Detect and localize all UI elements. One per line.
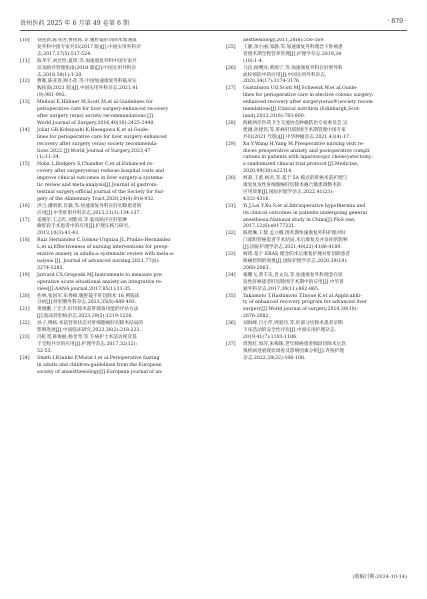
reference-line: 志,2018,38(1):1-20. xyxy=(37,72,83,78)
reference-number: [33] xyxy=(226,252,236,258)
reference-entry xyxy=(226,252,406,273)
reference-line: 3274-3285. xyxy=(37,265,64,271)
reference-entry xyxy=(226,231,406,252)
reference-entry xyxy=(226,45,406,66)
reference-line: 惧疾病进展现状调查及影响因素分析[J].齐鲁护理 xyxy=(243,348,344,354)
reference-line: 2676-2682. xyxy=(243,314,270,320)
reference-number: [14] xyxy=(20,127,30,133)
reference-line: after surgery (eras) society recommendations [J]. xyxy=(37,113,155,119)
reference-column-left xyxy=(20,38,200,578)
reference-line: 于全程共享的应用[J].护理学杂志,2017,32(12): xyxy=(37,341,138,347)
running-header xyxy=(20,18,407,30)
reference-number: [29] xyxy=(226,141,236,147)
reference-line: 王静,余小丽,邹静,等.加速康复外科理念下肝癌患 xyxy=(243,44,343,50)
reference-number: [23] xyxy=(20,334,30,340)
reference-line: [J].国际护理学杂志,2021,40(22):4186-4189. xyxy=(243,245,342,251)
reference-line: testinal surgery:official journal of the Society for Sur- xyxy=(37,189,165,195)
reference-line: perioperative care for liver surgery:enhanced recovery xyxy=(37,107,169,113)
reference-line: (10):1-4. xyxy=(243,58,264,64)
reference-line: anesthesia:National study in China[J].PloS one, xyxy=(243,217,356,223)
reference-line: 海峡两岸医药卫生交流协会肿瘤防治专家委员会,吴 xyxy=(243,120,348,126)
reference-line: 杂志,2022,28(22):106-108. xyxy=(243,355,306,361)
reference-number: [22] xyxy=(20,321,30,327)
reference-line: 曹晖,陈亚进,顾小萍,等.中国加速康复外科临床实 xyxy=(37,79,137,85)
reference-entry xyxy=(226,273,406,294)
reference-number: [11] xyxy=(20,58,30,64)
page-number: · 879 · xyxy=(387,18,407,25)
reference-line: improve clinical outcomes in liver surgery:a systema- xyxy=(37,176,165,182)
reference-line: World Journal of Surgery,2016,40(10):2425-2440. xyxy=(37,120,155,126)
reference-line: [J].临床肝胆病杂志,2023,39(5):1219-1226. xyxy=(37,314,133,320)
reference-entry xyxy=(20,321,200,335)
reference-entry xyxy=(226,176,406,204)
reference-line: 陈孝平,刘允怡,夏锋,等.加速康复外科中国专家共 xyxy=(37,58,137,64)
reference-entry xyxy=(20,218,200,239)
reference-line: 发性肝癌患者肝切除围手术期中的应用[J].中华普 xyxy=(243,279,344,285)
reference-line: 志,2017,37(5):517-524. xyxy=(37,51,92,57)
reference-number: [31] xyxy=(226,203,236,209)
reference-line: 4332-4316. xyxy=(243,196,270,202)
reference-entry xyxy=(20,128,200,163)
reference-entry xyxy=(20,238,200,273)
reference-number: [13] xyxy=(20,100,30,106)
reference-line: 柯琦.基于 ERAS 理念的术后康复护理对肝切除患者 xyxy=(243,252,351,258)
reference-line: 建雄,孙建伟,等.肝癌肝切除围手术期管理中国专家 xyxy=(243,127,346,133)
reference-line: gery of the Alimentary Tract,2020,24(4):918-932. xyxy=(37,196,155,202)
reference-entry xyxy=(226,342,406,363)
reference-entry xyxy=(20,100,200,128)
reference-line: 分析[J].肝胆胰外科杂志,2023,35(8):489-493. xyxy=(37,300,137,306)
reference-line: Yi J,Lei Y,Xu S,et al.Intraoperative hypothermia and xyxy=(243,203,366,209)
reference-line: 共识(2021 年版)[J].中华肿瘤杂志,2021,43(4):17. xyxy=(243,134,351,140)
reference-number: [35] xyxy=(226,293,236,299)
reference-line: (9):961-992. xyxy=(37,93,67,99)
reference-number: [24] xyxy=(20,355,30,361)
reference-entry xyxy=(226,204,406,232)
reference-line: 践指南(2021 版)[J].中国实用外科杂志,2021,41 xyxy=(37,86,139,92)
reference-entry xyxy=(226,321,406,342)
received-date: (收稿日期:2024-10-14) xyxy=(352,574,407,580)
reference-line: view[J].AANA journal,2017,85(1):31-35. xyxy=(37,286,132,292)
reference-line: cations in patients with laparoscopic cholecystectomy: xyxy=(243,155,373,161)
reference-line: 姜晓军,王志红,刘胜涛,等.临床路径在肝胆肿 xyxy=(37,217,128,223)
reference-line: 疼痛控制的效果[J].国际护理学杂志,2020,39(18): xyxy=(243,259,348,264)
reference-line: 2017,12(6):e0177221. xyxy=(243,224,296,230)
reference-line: lines for perioperative care for liver surgery:enhanced xyxy=(37,134,167,140)
reference-entry xyxy=(226,66,406,87)
reference-line: 2013,10(3):41-43. xyxy=(37,231,80,237)
reference-line: society of anaesthesiology[J].European journal of an- xyxy=(37,369,163,375)
reference-number: [32] xyxy=(226,231,236,237)
reference-line: 2019,41(7):1103-1106. xyxy=(243,334,298,340)
reference-number: [16] xyxy=(20,203,30,209)
reference-number: [19] xyxy=(20,272,30,278)
reference-line: Joliat GR,Kobayashi K,Hasegawa K,et al.Guide- xyxy=(37,127,150,133)
reference-line: Jarvard CS,Gregoski MJ.Instruments to measure pre- xyxy=(37,272,164,278)
reference-entry xyxy=(20,307,200,321)
reference-line: 雍鹏飞,黄丰乐,肖文良,等.加速康复外科理念在原 xyxy=(243,272,343,278)
reference-entry xyxy=(226,86,406,121)
reference-line: 陈智琳,王黎,孟立娜.围术期快速康复外科护理对肝 xyxy=(243,231,346,237)
reference-line: 2020,99(38):e22314. xyxy=(243,169,293,175)
reference-entry xyxy=(226,121,406,142)
reference-line: 应用效果[J].国际护理学杂志,2022,41(23): xyxy=(243,189,334,195)
reference-line: L,et al.Effectiveness of nursing interventions for preop- xyxy=(37,245,170,251)
reference-line: aesthesiology,2011,28(8):556-569. xyxy=(243,38,325,43)
reference-number: [37] xyxy=(226,341,236,347)
reference-line: (1):11-34. xyxy=(37,155,61,161)
reference-line: 瘤肝段手术患者中的应用[J].护理实践与研究, xyxy=(37,224,130,230)
reference-line: 血栓预防中的应用[J].中国实用外科杂志, xyxy=(243,72,327,78)
reference-line: lines for perioperative care in elective colonic surgery: xyxy=(243,93,374,99)
reference-line: 通外科杂志,2017,30(11):862-865. xyxy=(243,286,320,292)
reference-line: erative anxiety in adults:a systematic review with meta-a- xyxy=(37,252,175,258)
reference-entry xyxy=(20,294,200,308)
reference-line: Gustafsson UO,Scott MJ,Schwenk W,et al.Guide- xyxy=(243,86,358,92)
reference-line: 冯虹茂,韩俊丽,杨金琴,等.专病护士术前访视及基 xyxy=(37,334,137,340)
reference-number: [15] xyxy=(20,162,30,168)
reference-line: 2020,34(17):3174-3176. xyxy=(243,79,301,85)
reference-entry xyxy=(226,294,406,322)
reference-number: [34] xyxy=(226,272,236,278)
reference-line: Smith I,Kranke P,Murat I,et al.Perioperative fasting xyxy=(37,355,160,361)
header-rule xyxy=(20,30,407,31)
reference-line: Noba L,Rodgers S,Chandler C,et al.Enhanced re- xyxy=(37,162,154,168)
reference-entry xyxy=(20,356,200,377)
reference-line: Ruiz Hernández C,Gómez-Urquiza JL,Pradas-Hernández xyxy=(37,238,171,244)
reference-line: 刘连新,陈亚进,曹铭辉,等.腹腔镜肝切除术加速康 xyxy=(37,38,137,43)
reference-number: [30] xyxy=(226,176,236,182)
reference-line: recovery after surgery (eras) society recommenda- xyxy=(37,141,159,147)
reference-line: 2060-2063. xyxy=(243,265,270,271)
reference-line: in adults and children:guidelines from the European xyxy=(37,362,162,368)
reference-number: [25] xyxy=(226,44,236,50)
reference-line: 52-53. xyxy=(37,348,53,354)
reference-line: operative acute situational anxiety:an integrative re- xyxy=(37,279,163,285)
reference-entry xyxy=(20,79,200,100)
reference-line: 刘海峰,吕小芹,周爱玲,等.肝部分切除术患者早期 xyxy=(243,321,343,327)
journal-issue: 贵州医药 2025 年 6 月第 49 卷第 6 期 xyxy=(20,20,130,27)
reference-line: surgery[J].World journal of surgery,2014,38(10): xyxy=(243,307,359,313)
reference-line: 复外科中国专家共识(2017 版)[J].中国实用外科杂 xyxy=(37,44,141,50)
reference-entry xyxy=(20,59,200,80)
reference-number: [17] xyxy=(20,217,30,223)
reference-line: Xu Y,Wang H,Yang M.Preoperative nursing visit re- xyxy=(243,141,365,147)
reference-line: Melloul E,Hübner M,Scott M,et al.Guidelines for xyxy=(37,100,153,106)
reference-line: enhanced recovery after surgery(eras®)society recom- xyxy=(243,100,375,106)
reference-line: tions 2022 [J].World Journal of Surgery,2023,47 xyxy=(37,148,151,154)
reference-number: [21] xyxy=(20,307,30,313)
reference-line: 黄俊鹏,丁宏杰.肝切除术前肝储备功能的评估方法 xyxy=(37,307,139,313)
reference-entry xyxy=(20,38,200,59)
reference-line: a randomized clinical trial protocol [J].Medicine, xyxy=(243,162,359,168)
reference-number: [10] xyxy=(20,38,30,43)
reference-line: 下床活动的安全性评价[J].中国实用护理杂志, xyxy=(243,328,336,334)
reference-line: 者围术期全程营养管理[J].护理学杂志,2019,34 xyxy=(243,51,342,57)
reference-line: 周凯红,周萍,朱梅珠.老年肺癌患者肺段切除术后恐 xyxy=(243,341,346,347)
reference-line: 应用[J].中华肝胆外科杂志,2015,21(3):134-137. xyxy=(37,210,141,216)
reference-line: its clinical outcomes in patients undergoing general xyxy=(243,210,367,216)
reference-number: [18] xyxy=(20,238,30,244)
reference-number: [28] xyxy=(226,120,236,126)
reference-line: Takamoto T,Hashimoto T,Inoue K,et al.Applicabili- xyxy=(243,293,362,299)
reference-number: [27] xyxy=(226,86,236,92)
reference-entry xyxy=(20,335,200,356)
reference-line: covery after surgery(eras) reduces hospital costs and xyxy=(37,169,165,175)
reference-line: 影响进展[J].中国临床研究,2023,36(2):218-222. xyxy=(37,328,141,334)
reference-number: [36] xyxy=(226,321,236,327)
reference-line: duces preoperative anxiety and postoperative compli- xyxy=(243,148,371,154)
reference-line: 洪合,潘明新,肖毅,等.快速康复外科在肝切除患者的 xyxy=(37,203,142,209)
reference-entry xyxy=(20,204,200,218)
reference-line: nalysis [J]. Journal of advanced nursing,2021,77(8): xyxy=(37,259,160,264)
reference-line: 佐林,张国军,乐秀峰.腹腔镜手肝切除术 16 例临床 xyxy=(37,293,140,299)
reference-entry xyxy=(20,162,200,203)
reference-line: mendations[J].Clinical nutrition (Edinburgh,Scot- xyxy=(243,107,361,113)
reference-line: ty of enhanced recovery program for advanced liver xyxy=(243,300,367,306)
reference-line: 孙子,傅杨.术前营养状态对肝细胞癌肝切除术结局的 xyxy=(37,321,144,327)
reference-continuation xyxy=(226,38,406,45)
reference-line: 康复复发性肝细胞癌肝切除术耐合微患调整术的 xyxy=(243,183,342,189)
reference-entry xyxy=(226,142,406,177)
reference-line: 马洁,杨缨泽,黄海宁,等.加速康复外科在肝胆外科 xyxy=(243,65,343,71)
reference-entry xyxy=(20,273,200,294)
reference-number: [26] xyxy=(226,65,236,71)
reference-line: 门部胆管癌患者手术结局,术后康复及并发症的影响 xyxy=(243,238,348,244)
reference-line: tic review and meta-analysis[J].Journal of gastroin- xyxy=(37,183,158,189)
reference-number: [20] xyxy=(20,293,30,299)
reference-line: land),2012,31(6):783-800. xyxy=(243,113,306,119)
reference-number: [12] xyxy=(20,79,30,85)
reference-column-right xyxy=(226,38,406,578)
reference-line: 识及路径管理指南(2018 版)[J].中国实用外科杂 xyxy=(37,65,137,71)
reference-line: 柯莉,王蕾,杨君,等.基于 5A 模式的肝癌术前护理与 xyxy=(243,176,348,182)
